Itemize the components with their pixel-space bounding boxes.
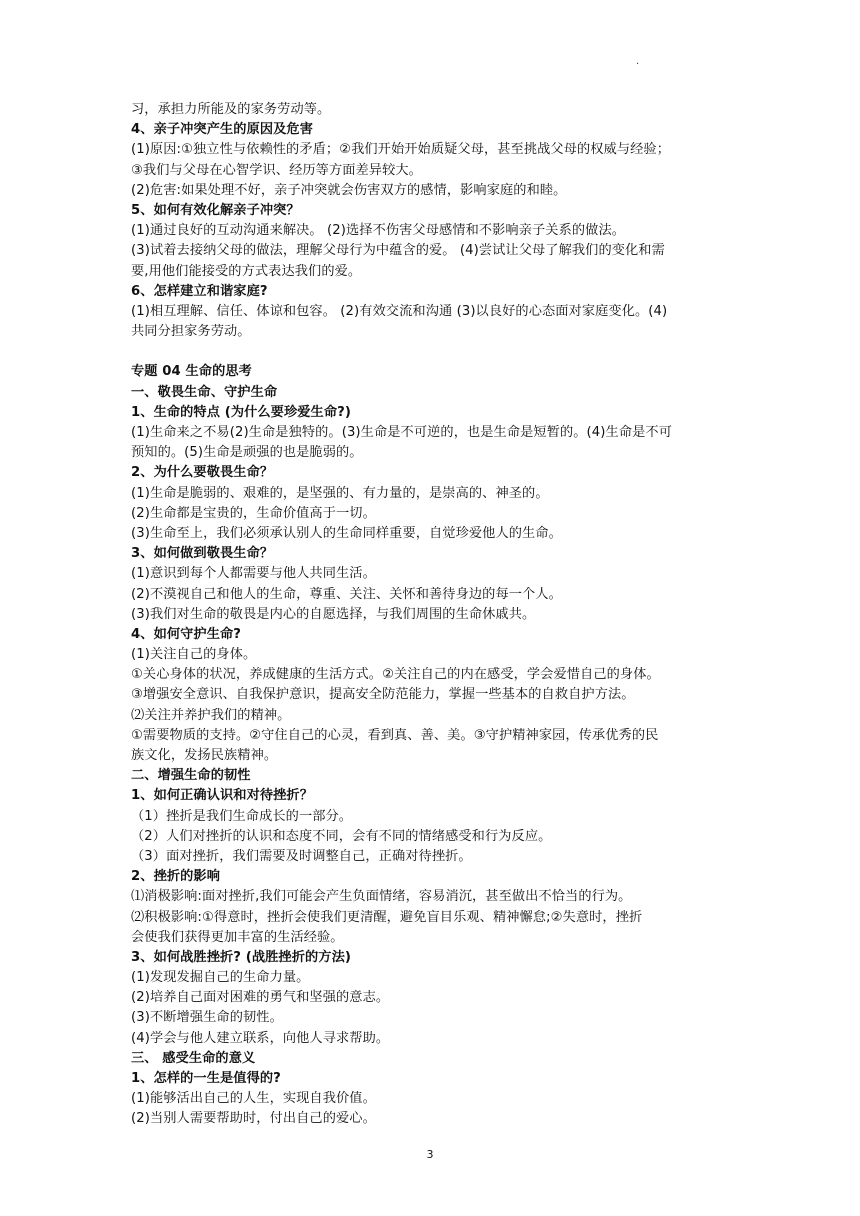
text-line: ①关心身体的状况，养成健康的生活方式。②关注自己的内在感受，学会爱惜自己的身体。	[131, 667, 660, 683]
text-line: (2)培养自己面对困难的勇气和坚强的意志。	[131, 990, 390, 1006]
section-heading: 5、如何有效化解亲子冲突？	[131, 202, 300, 218]
section-heading: 4、亲子冲突产生的原因及危害	[131, 122, 314, 138]
section-heading: 2、为什么要敬畏生命？	[131, 465, 274, 481]
text-line: (3)生命至上，我们必须承认别人的生命同样重要，自觉珍爱他人的生命。	[131, 525, 562, 541]
text-line: 预知的。(5)生命是顽强的也是脆弱的。	[131, 445, 363, 461]
section-heading: 3、如何做到敬畏生命？	[131, 546, 274, 562]
text-line: (2)当别人需要帮助时，付出自己的爱心。	[131, 1111, 376, 1127]
document-body	[131, 100, 736, 1130]
section-heading: 一、敬畏生命、守护生命	[131, 384, 278, 400]
text-line: (4)学会与他人建立联系，向他人寻求帮助。	[131, 1030, 390, 1046]
text-line: (1)关注自己的身体。	[131, 647, 257, 663]
text-line	[131, 342, 736, 362]
text-line: (2)生命都是宝贵的，生命价值高于一切。	[131, 505, 376, 521]
text-line: (1)相互理解、信任、体谅和包容。 (2)有效交流和沟通 (3)以良好的心态面对家庭变化。(4)	[131, 303, 668, 319]
text-line: ③我们与父母在心智学识、经历等方面差异较大。	[131, 162, 422, 178]
text-line: (1)生命是脆弱的、艰难的，是坚强的、有力量的，是崇高的、神圣的。	[131, 485, 549, 501]
text-line: (3)我们对生命的敬畏是内心的自愿选择，与我们周围的生命休戚共。	[131, 606, 536, 622]
text-line: ⑴消极影响:面对挫折,我们可能会产生负面情绪，容易消沉，甚至做出不恰当的行为。	[131, 889, 632, 905]
text-line: ③增强安全意识、自我保护意识，提高安全防范能力，掌握一些基本的自救自护方法。	[131, 687, 635, 703]
text-line: （3）面对挫折，我们需要及时调整自己，正确对待挫折。	[131, 848, 472, 864]
text-line: 要,用他们能接受的方式表达我们的爱。	[131, 263, 362, 279]
section-heading: 专题 04 生命的思考	[131, 364, 252, 380]
text-line: （2）人们对挫折的认识和态度不同，会有不同的情绪感受和行为反应。	[131, 828, 552, 844]
text-line: (1)发现发掘自己的生命力量。	[131, 970, 310, 986]
section-heading: 3、如何战胜挫折? (战胜挫折的方法)	[131, 949, 351, 965]
section-heading: 1、生命的特点 (为什么要珍爱生命?)	[131, 404, 351, 420]
text-line: 族文化，发扬民族精神。	[131, 748, 278, 763]
section-heading: 三、 感受生命的意义	[131, 1050, 256, 1066]
section-heading: 二、增强生命的韧性	[131, 768, 251, 784]
text-line: 共同分担家务劳动。	[131, 324, 251, 340]
text-line: (1)通过良好的互动沟通来解决。 (2)选择不伤害父母感情和不影响亲子关系的做法。	[131, 223, 626, 239]
corner-mark: .	[636, 56, 640, 67]
text-line: (2)危害:如果处理不好，亲子冲突就会伤害双方的感情，影响家庭的和睦。	[131, 182, 567, 198]
text-line: ⑵积极影响:①得意时，挫折会使我们更清醒，避免盲目乐观、精神懈怠;②失意时，挫折	[131, 909, 643, 925]
text-line: 会使我们获得更加丰富的生活经验。	[131, 929, 344, 945]
section-heading: 4、如何守护生命?	[131, 626, 242, 642]
text-line: （1）挫折是我们生命成长的一部分。	[131, 808, 353, 824]
text-line: (3)试着去接纳父母的做法，理解父母行为中蕴含的爱。 (4)尝试让父母了解我们的变化和需	[131, 243, 665, 259]
text-line: ⑵关注并养护我们的精神。	[131, 707, 291, 723]
text-line: (1)意识到每个人都需要与他人共同生活。	[131, 566, 376, 582]
text-line: (2)不漠视自己和他人的生命，尊重、关注、关怀和善待身边的每一个人。	[131, 586, 562, 602]
section-heading: 6、怎样建立和谐家庭?	[131, 283, 268, 299]
section-heading: 2、挫折的影响	[131, 869, 221, 885]
section-heading: 1、怎样的一生是值得的?	[131, 1071, 281, 1086]
section-heading: 1、如何正确认识和对待挫折？	[131, 788, 314, 804]
text-line: (1)原因:①独立性与依赖性的矛盾；②我们开始开始质疑父母，甚至挑战父母的权威与经验；	[131, 142, 671, 158]
text-line: 习，承担力所能及的家务劳动等。	[131, 102, 331, 117]
text-line: (3)不断增强生命的韧性。	[131, 1010, 283, 1026]
text-line: ①需要物质的支持。②守住自己的心灵，看到真、善、美。③守护精神家园，传承优秀的民	[131, 727, 659, 743]
text-line: (1)能够活出自己的人生，实现自我价值。	[131, 1091, 376, 1107]
text-line: (1)生命来之不易(2)生命是独特的。(3)生命是不可逆的，也是生命是短暂的。(4)生命是不可	[131, 425, 672, 440]
page-number: 3	[426, 1148, 434, 1161]
